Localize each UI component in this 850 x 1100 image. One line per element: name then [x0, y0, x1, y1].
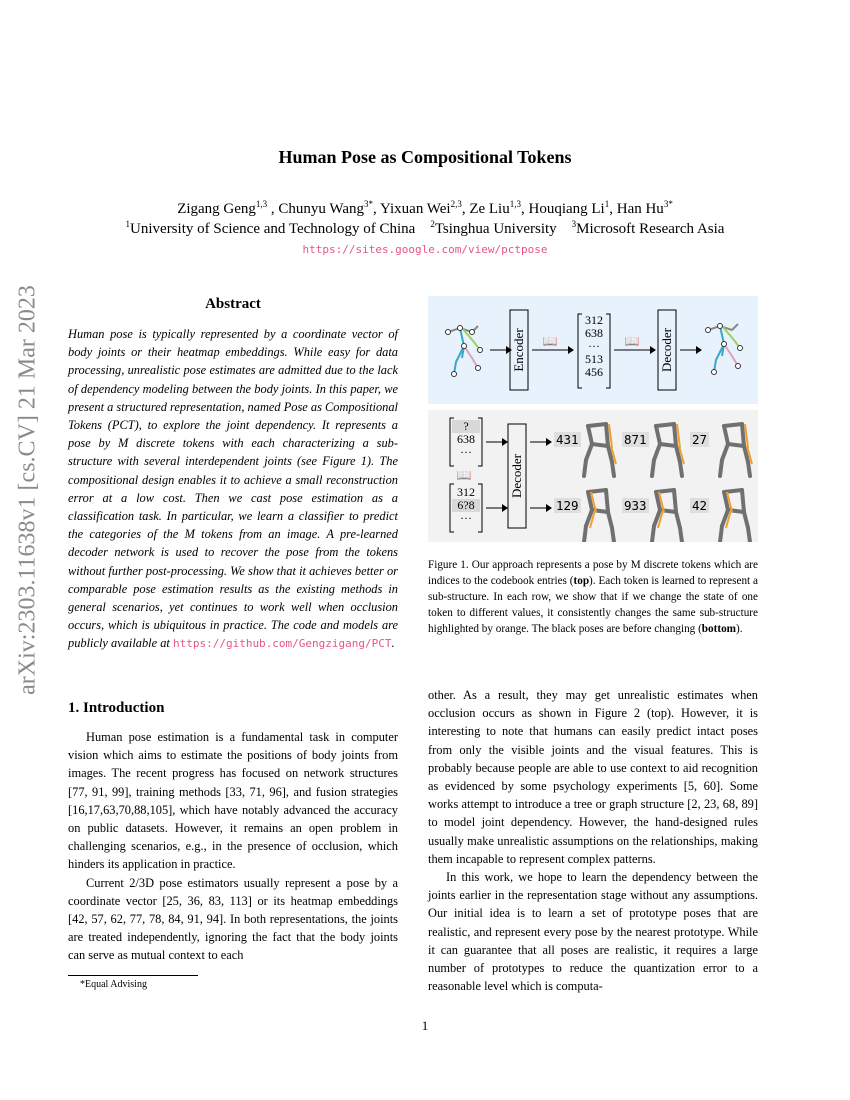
row2-token: 312	[457, 485, 475, 499]
top-token: 456	[585, 365, 603, 379]
intro-heading: 1. Introduction	[68, 700, 165, 716]
codebook-icon: 📖	[542, 334, 558, 348]
token-bracket-right	[606, 314, 610, 388]
author-line: Zigang Geng$^{1,3}$ , Chunyu Wang$^{3*}$, Yixuan Wei$^{2,3}$, Ze Liu$^{1,3}$, Houqiang Li$^1$, Han $Hu^{3*}$	[177, 199, 673, 217]
row2-token: ···	[460, 511, 472, 525]
abstract-body: Human pose is typically represented by a coordinate vector of body joints or their heatmap embeddings. While easy for data processing, unrealistic pose estimates are admitted due to the lack of dependency modeling between the body joints. In this paper, we present a structured representation, named Pose as Compositional Tokens (PCT), to explore the joint dependency. It represents a pose by M discrete tokens with each characterizing a sub-structure with several interdependent joints (see Figure 1). The compositional design enables it to achieve a small reconstruction error at a low cost. Then we cast pose estimation as a classification task. In particular, we learn a classifier to predict the categories of the M tokens from an image. A pre-learned decoder network is used to recover the pose from the tokens without further post-processing. We show that it achieves better or comparable pose estimation results as the existing methods in general scenarios, yet continues to work well when occlusion occurs, which is ubiquitous in practice. The code and models are publicly available at https://github.com/Gengzigang/PCT.	[68, 327, 398, 651]
intro-paragraph-1: Human pose estimation is a fundamental task in computer vision which aims to estimate the positions of body joints from images. The recent progress has focused on network structures [77, 91, 99], training methods [33, 71, 96], and fusion strategies [16,17,63,70,88,105], which have notably advanced the accuracy on public datasets. However, it remains an open problem in challenging scenarios, e.g., in the presence of occlusion, which hinders its application in practice.	[68, 730, 398, 872]
decoder-label-bottom: Decoder	[509, 453, 524, 499]
row2-value-2: 933	[624, 498, 647, 513]
arxiv-stamp-text: arXiv:2303.11638v1 [cs.CV] 21 Mar 2023	[14, 285, 41, 695]
affil-sup: 2	[430, 219, 435, 229]
output-pose-icon	[706, 324, 743, 375]
abstract-heading: Abstract	[205, 296, 261, 312]
figure-caption: Figure 1. Our approach represents a pose by M discrete tokens which are indices to the codebook entries (top). Each token is learned to represent a sub-structure. In each row, we show that if we change the state of one token to different values, it consistently changes the same sub-structure highlighted by orange. The black poses are before changing (bottom).	[428, 559, 758, 635]
pose-skeleton	[652, 490, 682, 542]
top-token: 312	[585, 313, 603, 327]
decoder-label-top: Decoder	[659, 327, 674, 373]
row1-value-1: 431	[556, 432, 579, 447]
pose-skeleton	[584, 424, 616, 476]
figure-bottom-panel	[428, 410, 758, 542]
row1-token: ?	[452, 420, 480, 433]
pose-skeleton	[652, 424, 684, 476]
author-affil-sup: 3*	[364, 199, 374, 209]
row2-token: 6?8	[452, 499, 480, 512]
author-affil-sup: 1,3	[509, 199, 521, 209]
affiliation-name: Microsoft Research Asia	[576, 221, 725, 237]
affiliation-line	[0, 219, 850, 238]
intro-left-column	[68, 728, 398, 965]
pose-skeleton	[720, 424, 752, 476]
author-affil-sup: 2,3	[450, 199, 462, 209]
row1-value-2: 871	[624, 432, 647, 447]
row2-token-list	[452, 486, 480, 525]
top-token: 638	[585, 326, 603, 340]
abstract-text: Human pose is typically represented by a coordinate vector of body joints or their heatmap embeddings. While easy for data processing, unrealistic pose estimates are admitted due to the lack of dependency modeling between the body joints. In this paper, we present a structured representation, named Pose as Compositional Tokens (PCT), to explore the joint dependency. It represents a pose by M discrete tokens with each characterizing a sub-structure with several interdependent joints (see Figure 1). The compositional design enables it to achieve a small reconstruction error at a low cost. Then we cast pose estimation as a classification task. In particular, we learn a classifier to predict the categories of the M tokens from an image. A pre-learned decoder network is used to recover the pose from the tokens without further post-processing. We show that it achieves better or comparable pose estimation results as the existing methods in general scenarios, yet continues to work well when occlusion occurs, which is ubiquitous in practice. The code and models are publicly available at	[68, 327, 398, 651]
row2-value-3: 42	[692, 498, 708, 513]
code-url-link[interactable]: https://github.com/Gengzigang/PCT	[172, 637, 392, 651]
top-token-list	[582, 314, 606, 379]
row1-token-list	[452, 420, 480, 459]
row2-value-1: 129	[556, 498, 579, 513]
input-pose-icon	[446, 326, 483, 377]
row1-token: ···	[460, 445, 472, 459]
row1-token: 638	[457, 432, 475, 446]
intro-paragraph-2: Current 2/3D pose estimators usually represent a pose by a coordinate vector [25, 36, 83, 113] or its heatmap embeddings [42, 57, 62, 77, 78, 84, 91, 94]. In both representations, the joints are treated independently, ignoring the fact that the body joints can serve as mutual context to each	[68, 875, 398, 963]
arxiv-stamp	[8, 285, 48, 695]
affil-sup: 1	[125, 219, 131, 229]
intro-right-column	[428, 686, 758, 995]
intro-paragraph-4: In this work, we hope to learn the dependency between the joints earlier in the representation stage without any assumptions. Our initial idea is to learn a set of prototype poses that are realistic, and represent every pose by the nearest prototype. While it can guarantee that all poses are realistic, it requires a large number of prototypes to reduce the quantization error to a reasonable level which is computa-	[428, 870, 758, 994]
author-affil-sup: 1,3	[255, 199, 268, 209]
encoder-label: Encoder	[511, 328, 526, 372]
affiliation-name: University of Science and Technology of China	[130, 221, 416, 237]
page-number: 1	[421, 1018, 429, 1033]
author-name: Han Hu	[616, 201, 664, 217]
author-affil-sup: 3*	[663, 199, 673, 209]
codebook-icon-3: 📖	[456, 468, 472, 482]
author-name: Ze Liu	[469, 201, 510, 217]
pose-skeleton	[720, 490, 750, 542]
paper-title: Human Pose as Compositional Tokens	[278, 147, 572, 167]
footnote-rule	[68, 975, 198, 976]
top-token: ···	[588, 339, 600, 353]
author-name: Houqiang Li	[528, 201, 605, 217]
pose-skeleton	[584, 490, 614, 542]
codebook-icon-2: 📖	[624, 334, 640, 348]
author-name: Zigang Geng	[177, 201, 256, 217]
figure-top-panel	[428, 296, 758, 404]
affil-sup: 3	[571, 219, 577, 229]
row1-value-3: 27	[692, 432, 708, 447]
author-affil-sup: 1	[604, 199, 610, 209]
intro-paragraph-3: other. As a result, they may get unrealistic estimates when occlusion occurs as shown in Figure 2 (top). However, it is interesting to note that humans can easily predict intact poses from only the visible joints and the visual features. This is probably because people are able to use context to aid recognition as evidenced by some psychology experiments [5, 60]. Some works attempt to introduce a tree or graph structure [2, 23, 68, 89] to model joint dependency. However, the hand-designed rules usually make unrealistic assumptions on the relationships, making them incapable to represent complex patterns.	[428, 688, 758, 866]
affiliation-name: Tsinghua University	[434, 221, 557, 237]
project-url-link[interactable]: https://sites.google.com/view/pctpose	[302, 243, 548, 256]
top-token: 513	[585, 352, 603, 366]
author-name: Chunyu Wang	[278, 201, 365, 217]
footnote: *Equal Advising	[80, 979, 147, 990]
author-name: Yixuan Wei	[379, 201, 451, 217]
